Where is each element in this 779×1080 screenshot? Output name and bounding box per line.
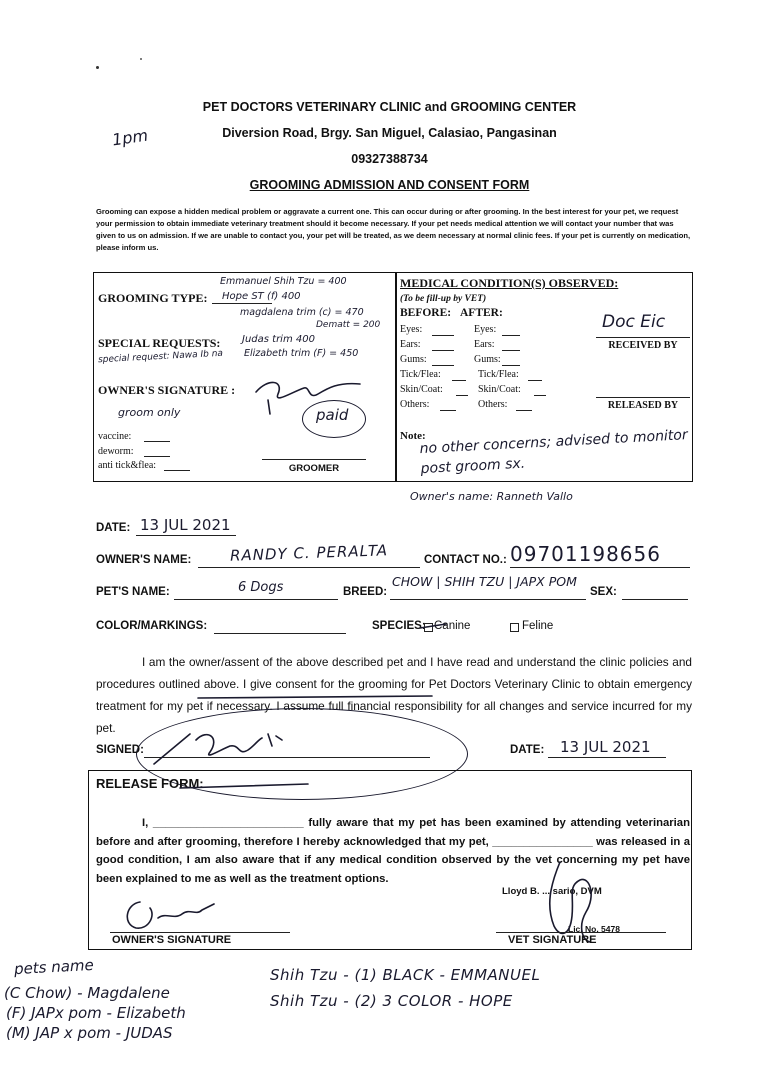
grooming-type-label: GROOMING TYPE: (98, 291, 208, 305)
after-tickflea-label: Tick/Flea: (478, 369, 519, 380)
vet-stamp-name: Lloyd B. ... sario, DVM (502, 886, 602, 897)
released-by-label: RELEASED BY (607, 400, 679, 411)
feline-checkbox[interactable] (510, 623, 519, 632)
hw-pet-entry: (C Chow) - Magdalene (4, 984, 170, 1002)
blank-line (534, 395, 546, 396)
vet-signature-label: VET SIGNATURE (508, 934, 597, 946)
vaccine-line (144, 441, 170, 442)
date-label: DATE: (96, 522, 131, 534)
clinic-address: Diversion Road, Brgy. San Miguel, Calasiao, Pangasinan (222, 126, 557, 140)
note-label: Note: (400, 430, 426, 442)
consent-signature-scribble (150, 724, 290, 770)
owner-name-label: OWNER'S NAME: (96, 554, 192, 566)
groomer-label: GROOMER (288, 463, 340, 474)
before-tickflea-label: Tick/Flea: (400, 369, 441, 380)
after-label: AFTER: (460, 307, 503, 319)
release-title: RELEASE FORM: (96, 776, 204, 791)
hw-grooming-entry: Judas trim 400 (242, 334, 315, 345)
scan-speck (96, 66, 99, 69)
before-gums-label: Gums: (400, 354, 427, 365)
released-by-line (596, 397, 690, 398)
blank-line (432, 365, 454, 366)
pet-name-value: 6 Dogs (238, 580, 284, 595)
hw-grooming-entry: magdalena trim (c) = 470 (240, 307, 364, 318)
hw-grooming-entry: Emmanuel Shih Tzu = 400 (220, 276, 347, 287)
date-line (136, 535, 236, 536)
blank-line (452, 380, 466, 381)
blank-line (516, 410, 532, 411)
pet-name-line (174, 599, 338, 600)
owner-name-value: RANDY C. PERALTA (229, 541, 389, 565)
signed-label: SIGNED: (96, 744, 144, 756)
consent-date-line (548, 757, 666, 758)
blank-line (432, 350, 454, 351)
color-markings-label: COLOR/MARKINGS: (96, 620, 208, 632)
blank-line (432, 335, 454, 336)
owner-name-line (198, 567, 420, 568)
box-divider (395, 272, 397, 482)
special-requests-label: SPECIAL REQUESTS: (98, 336, 221, 350)
time-note: 1pm (110, 125, 150, 150)
blank-line (440, 410, 456, 411)
release-paragraph: I, ________________________ fully aware that my pet has been examined by attending veterinarian before and after grooming, therefore I hereby acknowledged that my pet, ________________ was released in a good condition, I am also aware that if any medical condition observed by the vet concerning my pet have been explained to me as well as the treatment options. (96, 817, 690, 885)
after-eyes-label: Eyes: (474, 324, 497, 335)
intro-paragraph: Grooming can expose a hidden medical problem or aggravate a current one. This can occur during or after grooming. In the best interest for your pet, we request your permission to obtain immediate veterinary treatment should it become necessary. If your pet needs medical attention we will contact your number that was given to us on admission. If we are unable to contact you, your pet will be treated, as we deem necessary at normal clinic fees. If your pet is currently on medication, please inform us. (96, 207, 691, 252)
hw-owner-name: Owner's name: Ranneth Vallo (410, 490, 573, 503)
clinic-name: PET DOCTORS VETERINARY CLINIC and GROOMING CENTER (202, 100, 577, 114)
date-value: 13 JUL 2021 (140, 516, 231, 534)
received-by-label: RECEIVED BY (608, 340, 678, 351)
pet-name-label: PET'S NAME: (96, 586, 170, 598)
hw-grooming-entry: Hope ST (f) 400 (222, 291, 301, 302)
sex-line (622, 599, 688, 600)
species-label: SPECIES: (372, 620, 426, 632)
blank-line (502, 350, 520, 351)
after-gums-label: Gums: (474, 354, 501, 365)
hw-grooming-entry: Elizabeth trim (F) = 450 (244, 348, 359, 359)
before-label: BEFORE: (400, 307, 452, 319)
antitick-label: anti tick&flea: (98, 460, 157, 471)
hw-paid: paid (316, 406, 349, 424)
hw-special-request: special request: Nawa Ib na (97, 348, 224, 366)
feline-label: Feline (522, 620, 554, 632)
hw-shihtzu-entry: Shih Tzu - (2) 3 COLOR - HOPE (270, 992, 513, 1010)
contact-label: CONTACT NO.: (424, 554, 507, 566)
consent-strike (196, 690, 436, 702)
color-markings-line (214, 633, 346, 634)
medical-condition-title: MEDICAL CONDITION(S) OBSERVED: (400, 276, 619, 290)
blank-line (502, 335, 520, 336)
owner-release-signature-line (110, 932, 290, 933)
scan-speck (140, 58, 142, 60)
breed-line (390, 599, 586, 600)
before-skincoat-label: Skin/Coat: (400, 384, 443, 395)
sex-label: SEX: (590, 586, 617, 598)
blank-line (456, 395, 468, 396)
received-by-line (596, 337, 690, 338)
breed-label: BREED: (343, 586, 388, 598)
vet-fill-subtitle: (To be fill-up by VET) (400, 294, 487, 304)
hw-note: no other concerns; advised to monitor post groom sx. (419, 427, 689, 478)
after-ears-label: Ears: (474, 339, 495, 350)
form-title: GROOMING ADMISSION AND CONSENT FORM (249, 178, 530, 192)
owner-signature-label: OWNER'S SIGNATURE : (98, 383, 236, 397)
contact-line (510, 567, 690, 568)
deworm-label: deworm: (98, 446, 134, 457)
hw-groom-only: groom only (118, 406, 181, 419)
blank-line (502, 365, 520, 366)
release-title-strike (178, 780, 318, 792)
consent-paragraph: I am the owner/assent of the above described pet and I have read and understand the clinic policies and procedures outlined above. I give consent for the grooming for Pet Doctors Veterinary Clinic to obtain emergency treatment for my pet if necessary. I assume full financial responsibility for all changes and service incurred for my pet. (96, 655, 692, 735)
before-eyes-label: Eyes: (400, 324, 423, 335)
owner-release-signature-label: OWNER'S SIGNATURE (112, 934, 232, 946)
hw-grooming-entry: Dematt = 200 (316, 320, 381, 330)
hw-pet-entry: (M) JAP x pom - JUDAS (6, 1024, 173, 1042)
canine-check-mark (418, 620, 448, 634)
groomer-line (262, 459, 366, 460)
canine-label: Canine (434, 620, 471, 632)
vaccine-label: vaccine: (98, 431, 132, 442)
deworm-line (144, 456, 170, 457)
breed-value: CHOW | SHIH TZU | JAPX POM (392, 574, 577, 589)
vet-signature-line (496, 932, 666, 933)
consent-date-label: DATE: (510, 744, 545, 756)
hw-doc-name: Doc Eic (602, 312, 666, 332)
vet-stamp-license: Lic. No. 5478 (568, 924, 620, 934)
grooming-type-line (212, 303, 272, 304)
clinic-phone: 09327388734 (351, 152, 428, 166)
before-others-label: Others: (400, 399, 430, 410)
hw-pets-heading: pets name (13, 955, 95, 979)
contact-value: 09701198656 (510, 542, 661, 566)
hw-pet-entry: (F) JAPx pom - Elizabeth (6, 1004, 186, 1022)
consent-date-value: 13 JUL 2021 (560, 738, 651, 756)
blank-line (528, 380, 542, 381)
before-ears-label: Ears: (400, 339, 421, 350)
after-skincoat-label: Skin/Coat: (478, 384, 521, 395)
antitick-line (164, 470, 190, 471)
after-others-label: Others: (478, 399, 508, 410)
hw-shihtzu-entry: Shih Tzu - (1) BLACK - EMMANUEL (270, 966, 541, 984)
